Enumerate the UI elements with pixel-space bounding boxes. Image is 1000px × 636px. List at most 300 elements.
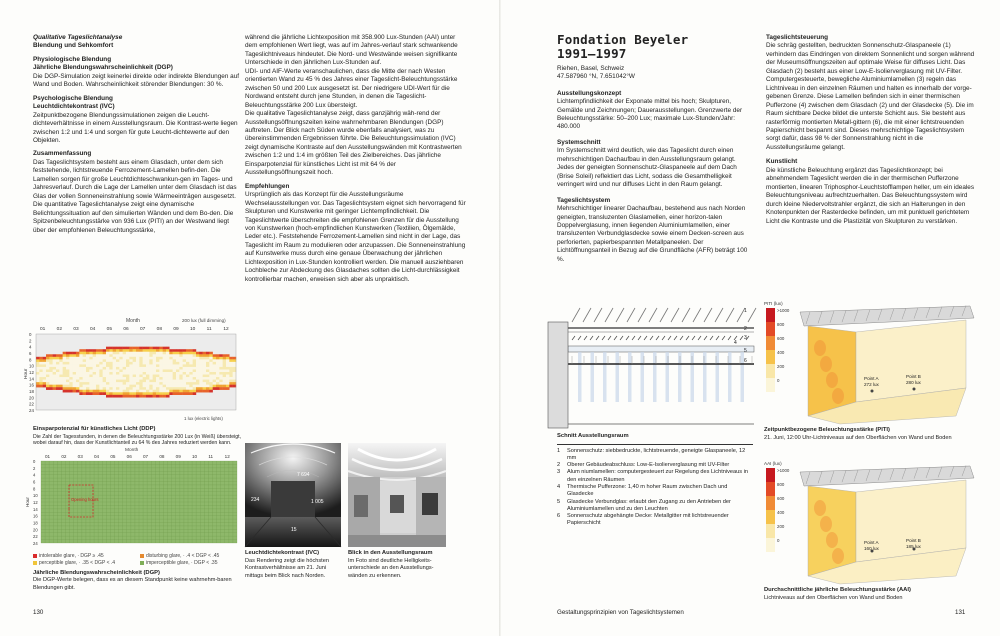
- heatmap-cell: [166, 390, 170, 393]
- heatmap-cell: [176, 392, 180, 395]
- heatmap-cell: [39, 367, 43, 370]
- heatmap-cell: [199, 390, 203, 393]
- ddp-legend-swatch: [140, 561, 144, 565]
- heatmap-cell: [66, 390, 70, 393]
- heatmap-cell: [133, 385, 137, 388]
- heatmap-cell: [186, 380, 190, 383]
- heatmap-cell: [89, 385, 93, 388]
- heatmap-cell: [183, 380, 187, 383]
- heatmap-cell: [119, 357, 123, 360]
- heatmap-cell: [223, 369, 227, 372]
- heatmap-cell: [219, 357, 223, 360]
- heatmap-cell: [209, 357, 213, 360]
- heatmap-cell: [43, 357, 47, 360]
- heatmap-month-tick: 10: [190, 327, 196, 332]
- heatmap-cell: [183, 352, 187, 355]
- heatmap-cell: [146, 372, 150, 375]
- heading-exhibition-concept: Ausstellungskonzept: [557, 89, 622, 97]
- piti-caption-title: Zeitpunktbezogene Beleuchtungsstärke (PITI): [764, 427, 890, 434]
- heatmap-cell: [103, 352, 107, 355]
- heatmap-cell: [93, 359, 97, 362]
- heatmap-cell: [89, 359, 93, 362]
- heatmap-cell: [163, 382, 167, 385]
- heatmap-cell: [233, 375, 237, 378]
- heatmap-cell: [109, 367, 113, 370]
- heatmap-cell: [93, 367, 97, 370]
- heatmap-cell: [159, 380, 163, 383]
- heatmap-cell: [49, 357, 53, 360]
- heatmap-cell: [46, 385, 50, 388]
- heatmap-cell: [169, 390, 173, 393]
- heatmap-cell: [123, 377, 127, 380]
- heatmap-month-tick: 02: [56, 327, 63, 332]
- heatmap-cell: [79, 369, 83, 372]
- heatmap-cell: [169, 380, 173, 383]
- heatmap-cell: [116, 385, 120, 388]
- heatmap-cell: [63, 352, 67, 355]
- heatmap-month-tick: 08: [156, 327, 163, 332]
- heatmap-cell: [229, 357, 233, 360]
- heatmap-ddp-svg: [25, 447, 241, 547]
- heatmap-cell: [226, 362, 230, 365]
- heatmap-cell: [149, 364, 153, 367]
- heatmap-cell: [103, 367, 107, 370]
- wall-left: [808, 326, 856, 416]
- heatmap-cell: [143, 382, 147, 385]
- heatmap-cell: [109, 352, 113, 355]
- heatmap-cell: [189, 372, 193, 375]
- heatmap-hour-tick: 14: [29, 376, 34, 382]
- ddp-month-tick: 02: [61, 454, 67, 460]
- glow-spot: [820, 356, 832, 372]
- light-ray: [591, 352, 595, 402]
- heatmap-cell: [216, 387, 220, 390]
- heatmap-cell: [93, 375, 97, 378]
- heatmap-cell: [36, 362, 40, 365]
- heatmap-cell: [176, 375, 180, 378]
- heatmap-cell: [53, 369, 57, 372]
- heatmap-cell: [93, 385, 97, 388]
- page-footer: Gestaltungsprinzipien von Tageslichtsystemen: [557, 609, 684, 616]
- heatmap-cell: [229, 362, 233, 365]
- heatmap-cell: [63, 364, 67, 367]
- heatmap-cell: [46, 364, 50, 367]
- heatmap-cell: [69, 364, 73, 367]
- heatmap-cell: [223, 359, 227, 362]
- point-a-marker: [871, 390, 874, 393]
- heatmap-cell: [179, 392, 183, 395]
- heatmap-cell: [166, 352, 170, 355]
- ddp-legend-label: imperceptible glare, · DGP < .35: [146, 560, 218, 567]
- heatmap-cell: [93, 392, 97, 395]
- heatmap-cell: [69, 369, 73, 372]
- heatmap-cell: [203, 362, 207, 365]
- ddp-legend-label: intolerable glare, · DGP ≥ .45: [39, 552, 104, 559]
- heatmap-cell: [63, 380, 67, 383]
- paragraph: Zeitpunktbezogene Blendungssimulationen zeigen die Leucht-dichteverhältnisse in einem Ausstellungsraum. Die Kontrast-werte liegen zwischen 1:2 und 1:4 und sorgen für gute Leucht-dichtewerte auf den Objekten.: [33, 111, 238, 144]
- heatmap-cell: [189, 354, 193, 357]
- heatmap-cell: [49, 369, 53, 372]
- heatmap-cell: [56, 354, 60, 357]
- heatmap-cell: [103, 390, 107, 393]
- heatmap-cell: [139, 369, 143, 372]
- heatmap-cell: [83, 380, 87, 383]
- heatmap-cell: [203, 382, 207, 385]
- heatmap-cell: [109, 385, 113, 388]
- color-scale-step: [766, 482, 775, 496]
- heatmap-cell: [176, 385, 180, 388]
- heatmap-cell: [103, 392, 107, 395]
- heatmap-cell: [153, 369, 157, 372]
- heatmap-cell: [213, 385, 217, 388]
- heatmap-cell: [206, 382, 210, 385]
- paragraph: Im Systemschnitt wird deutlich, wie das Tageslicht durch einen mehrschichtigen Dachaufbau in den Ausstellungsraum gelangt. Jedes der geneigten Sonnenschutz-Glaspaneele auf dem Dach (Brise Soleil) reflektiert das Licht, sodass die Gesamthelligkeit verringert wird und nur diffuses Licht in den Raum gelangt.: [557, 147, 737, 189]
- section-number-label: 5: [744, 348, 747, 354]
- heatmap-cell: [66, 380, 70, 383]
- ddp-hour-tick: 8: [33, 486, 36, 492]
- paragraph: Mehrschichtiger linearer Dachaufbau, bestehend aus nach Norden geneigten, transluzenten Glaslamellen, einer horizon-talen Doppelverglasung, innen liegenden Aluminiumlamellen, einer transluzenten Verbundglasdecke sowie einem Decken-screen aus perforierten, papierbespannten Metallpaneelen. Der Lichtöffnungsanteil in Bezug auf die Grundfläche (AFR) beträgt 100 %.: [557, 205, 748, 263]
- heatmap-cell: [163, 354, 167, 357]
- heatmap-cell: [169, 377, 173, 380]
- heatmap-cell: [63, 359, 67, 362]
- heatmap-cell: [56, 375, 60, 378]
- heatmap-cell: [233, 382, 237, 385]
- piti-point-a: Point A: [864, 376, 879, 381]
- heatmap-cell: [113, 375, 117, 378]
- heatmap-cell: [73, 372, 77, 375]
- heatmap-cell: [179, 359, 183, 362]
- heatmap-cell: [133, 357, 137, 360]
- heatmap-cell: [116, 357, 120, 360]
- heatmap-hour-tick: 16: [29, 382, 34, 388]
- heatmap-cell: [123, 362, 127, 365]
- heatmap-cell: [89, 364, 93, 367]
- heatmap-cell: [119, 380, 123, 383]
- heatmap-cell: [179, 369, 183, 372]
- heatmap-cell: [173, 372, 177, 375]
- heatmap-cell: [59, 380, 63, 383]
- heatmap-cell: [129, 375, 133, 378]
- heatmap-cell: [223, 375, 227, 378]
- heatmap-cell: [106, 364, 110, 367]
- light-ray: [603, 352, 607, 402]
- heatmap-cell: [116, 375, 120, 378]
- heatmap-cell: [93, 357, 97, 360]
- ddp-title: Einsparpotenzial für künstliches Licht (DDP): [33, 426, 156, 432]
- heatmap-cell: [229, 377, 233, 380]
- heatmap-cell: [163, 390, 167, 393]
- heatmap-cell: [149, 369, 153, 372]
- heatmap-cell: [36, 357, 40, 360]
- heatmap-cell: [189, 387, 193, 390]
- heatmap-cell: [146, 390, 150, 393]
- heatmap-cell: [66, 372, 70, 375]
- heatmap-cell: [63, 385, 67, 388]
- heatmap-cell: [53, 387, 57, 390]
- heatmap-cell: [56, 382, 60, 385]
- heatmap-cell: [199, 364, 203, 367]
- heatmap-cell: [143, 364, 147, 367]
- heatmap-cell: [206, 375, 210, 378]
- heatmap-cell: [126, 392, 130, 395]
- heatmap-cell: [189, 369, 193, 372]
- heatmap-cell: [143, 357, 147, 360]
- heatmap-cell: [193, 349, 197, 352]
- heatmap-month-tick: 06: [123, 327, 129, 332]
- heatmap-cell: [226, 372, 230, 375]
- color-scale-label: 400: [777, 510, 785, 515]
- heatmap-cell: [136, 349, 140, 352]
- heatmap-cell: [229, 367, 233, 370]
- heatmap-cell: [169, 372, 173, 375]
- heatmap-cell: [106, 392, 110, 395]
- heatmap-cell: [149, 372, 153, 375]
- heatmap-cell: [69, 362, 73, 365]
- heatmap-cell: [156, 359, 160, 362]
- heatmap-cell: [219, 362, 223, 365]
- heatmap-legend-bottom: 1 lux (electric lights): [184, 416, 223, 421]
- heatmap-cell: [189, 349, 193, 352]
- heatmap-cell: [149, 375, 153, 378]
- heatmap-cell: [79, 375, 83, 378]
- heatmap-cell: [113, 385, 117, 388]
- heatmap-cell: [169, 352, 173, 355]
- heatmap-cell: [56, 377, 60, 380]
- heatmap-cell: [49, 354, 53, 357]
- ddp-month-tick: 07: [143, 454, 149, 460]
- section-legend-number: 3: [557, 469, 561, 476]
- heatmap-cell: [53, 375, 57, 378]
- section-legend-text: Sonnenschutz: siebbedruckte, lichtstreuende, geneigte Glaspaneele, 12 mm: [567, 447, 746, 461]
- heatmap-cell: [206, 359, 210, 362]
- heatmap-cell: [223, 364, 227, 367]
- heatmap-cell: [153, 354, 157, 357]
- heatmap-cell: [179, 387, 183, 390]
- heatmap-cell: [189, 364, 193, 367]
- color-scale-label: >1000: [777, 308, 790, 313]
- heatmap-cell: [169, 367, 173, 370]
- heatmap-cell: [163, 375, 167, 378]
- heatmap-cell: [216, 367, 220, 370]
- heatmap-cell: [53, 364, 57, 367]
- heatmap-cell: [176, 362, 180, 365]
- ddp-hour-tick: 10: [33, 493, 38, 499]
- ddp-hour-tick: 14: [33, 506, 38, 512]
- heatmap-cell: [156, 390, 160, 393]
- heatmap-cell: [89, 392, 93, 395]
- heatmap-cell: [103, 385, 107, 388]
- heatmap-cell: [216, 354, 220, 357]
- paragraph: während die jährliche Lichtexposition mit 358.900 Lux-Stunden (AAI) unter dem empfohlenen Wert liegt, was auf im Jahres-verlauf stark schwankende Tageslichtniveaus hindeutet. Die Nord- und Westwände weisen signifikante Unterschiede in den jährlichen Lux-Stunden auf.: [245, 34, 458, 67]
- heatmap-cell: [66, 354, 70, 357]
- heatmap-cell: [163, 372, 167, 375]
- heatmap-cell: [116, 377, 120, 380]
- section-caption-title: Schnitt Ausstellungsraum: [557, 433, 629, 439]
- heatmap-cell: [99, 382, 103, 385]
- heatmap-cell: [173, 354, 177, 357]
- heatmap-cell: [69, 372, 73, 375]
- heatmap-cell: [199, 357, 203, 360]
- heatmap-cell: [233, 359, 237, 362]
- heatmap-cell: [106, 357, 110, 360]
- heatmap-cell: [93, 372, 97, 375]
- heatmap-cell: [106, 367, 110, 370]
- heatmap-cell: [179, 390, 183, 393]
- heatmap-cell: [129, 392, 133, 395]
- heatmap-cell: [73, 369, 77, 372]
- heatmap-cell: [106, 375, 110, 378]
- heatmap-cell: [156, 352, 160, 355]
- heatmap-cell: [103, 357, 107, 360]
- color-scale-label: 600: [777, 336, 785, 341]
- heatmap-cell: [119, 395, 123, 398]
- heatmap-cell: [169, 354, 173, 357]
- heatmap-cell: [213, 375, 217, 378]
- point-b-marker: [913, 388, 916, 391]
- heatmap-cell: [216, 357, 220, 360]
- heatmap-cell: [66, 367, 70, 370]
- heatmap-cell: [189, 382, 193, 385]
- heatmap-cell: [99, 380, 103, 383]
- heatmap-cell: [213, 372, 217, 375]
- heatmap-cell: [43, 367, 47, 370]
- heatmap-cell: [209, 380, 213, 383]
- heatmap-month-tick: 07: [140, 327, 146, 332]
- heatmap-cell: [89, 362, 93, 365]
- heatmap-cell: [46, 359, 50, 362]
- heatmap-cell: [199, 367, 203, 370]
- heatmap-cell: [159, 375, 163, 378]
- ddp-legend-item: [140, 560, 241, 567]
- heatmap-month-tick: 01: [40, 327, 46, 332]
- heatmap-cell: [63, 354, 67, 357]
- photo-caption: Im Foto sind deutliche Helligkeits-unterschiede an den Ausstellungs-wänden zu erkennen.: [348, 558, 434, 579]
- heatmap-cell: [179, 352, 183, 355]
- heatmap-cell: [89, 354, 93, 357]
- heatmap-cell: [166, 375, 170, 378]
- heatmap-cell: [129, 377, 133, 380]
- color-scale-label: 600: [777, 496, 785, 501]
- section-legend-text: Glasdecke Verbundglas: erlaubt den Zugang zu den Antrieben der Aluminiumlamellen und zu den Leuchten: [567, 498, 731, 512]
- heatmap-cell: [126, 359, 130, 362]
- heatmap-cell: [133, 347, 137, 350]
- heatmap-cell: [86, 367, 90, 370]
- heatmap-cell: [223, 380, 227, 383]
- aai-point-a-value: 160 lux: [864, 546, 879, 551]
- heatmap-cell: [119, 367, 123, 370]
- heatmap-cell: [189, 392, 193, 395]
- heatmap-cell: [159, 357, 163, 360]
- heatmap-cell: [139, 347, 143, 350]
- ddp-month-tick: 09: [175, 454, 181, 460]
- paragraph: Die qualitative Tageslichtanalyse zeigt, dass ganzjährig wäh-rend der Ausstellungsöffnungszeiten keine wahrnehmbaren Blendungen (DGP) auftreten. Der Blick nach Süden wurde ebenfalls analysiert, was zu übereinstimmenden Ergebnissen führte. Die Beleuchtungssimulation (IVC) zeigt dynamische Kontraste auf den Ausstellungswänden mit Kontrastwerten zwischen 1:2 und 1:4 im größten Teil des Zielbereiches. Das jährliche Einsparpotenzial für künstliches Licht ist mit 64 % der Ausstellungsöffnungszeit hoch.: [245, 110, 462, 177]
- heatmap-cell: [179, 364, 183, 367]
- heatmap-cell: [86, 359, 90, 362]
- heatmap-cell: [73, 367, 77, 370]
- heatmap-hour-label: Hour: [24, 368, 29, 379]
- heatmap-cell: [193, 357, 197, 360]
- heatmap-cell: [79, 357, 83, 360]
- heatmap-cell: [106, 385, 110, 388]
- heatmap-cell: [143, 359, 147, 362]
- heatmap-cell: [79, 385, 83, 388]
- section-legend-text: Thermische Pufferzone: 1,40 m hoher Raum zwischen Dach und Glasdecke: [567, 483, 728, 498]
- heatmap-cell: [233, 380, 237, 383]
- heatmap-cell: [99, 367, 103, 370]
- ddp-hour-tick: 0: [33, 459, 36, 465]
- heatmap-cell: [136, 347, 140, 350]
- heatmap-cell: [86, 382, 90, 385]
- heatmap-cell: [166, 354, 170, 357]
- heatmap-cell: [173, 364, 177, 367]
- heatmap-cell: [176, 380, 180, 383]
- heatmap-cell: [56, 372, 60, 375]
- heatmap-cell: [196, 390, 200, 393]
- heatmap-cell: [89, 382, 93, 385]
- heatmap-cell: [113, 395, 117, 398]
- heatmap-cell: [179, 349, 183, 352]
- heatmap-cell: [123, 395, 127, 398]
- heatmap-cell: [219, 359, 223, 362]
- figure-exhibition-photo: [348, 443, 448, 603]
- heatmap-cell: [63, 367, 67, 370]
- heatmap-cell: [109, 382, 113, 385]
- heatmap-cell: [63, 362, 67, 365]
- ddp-month-tick: 08: [159, 454, 165, 460]
- heatmap-cell: [63, 387, 67, 390]
- heatmap-cell: [199, 375, 203, 378]
- heatmap-cell: [36, 369, 40, 372]
- ddp-legend-item: [33, 553, 134, 560]
- section-kicker-sub: Blendung und Sehkomfort: [33, 42, 114, 50]
- heatmap-cell: [59, 382, 63, 385]
- heatmap-cell: [99, 392, 103, 395]
- section-legend-text: Alum niumlamellen: computergesteuert zur Regelung des Lichtniveaus in den einzelnen Räumen: [567, 469, 748, 483]
- heatmap-cell: [59, 385, 63, 388]
- render-aai-svg: [760, 458, 980, 584]
- heatmap-cell: [213, 354, 217, 357]
- heatmap-cell: [226, 380, 230, 383]
- heatmap-cell: [126, 385, 130, 388]
- heatmap-cell: [233, 367, 237, 370]
- heatmap-cell: [203, 352, 207, 355]
- heatmap-cell: [229, 385, 233, 388]
- heatmap-cell: [163, 369, 167, 372]
- heatmap-cell: [76, 362, 80, 365]
- heatmap-cell: [133, 392, 137, 395]
- heatmap-cell: [106, 395, 110, 398]
- heatmap-cell: [79, 349, 83, 352]
- heading-ivc: Leuchtdichtekontrast (IVC): [33, 103, 115, 111]
- heatmap-cell: [206, 385, 210, 388]
- heatmap-cell: [96, 364, 100, 367]
- heatmap-cell: [156, 385, 160, 388]
- heatmap-cell: [119, 372, 123, 375]
- heatmap-cell: [163, 357, 167, 360]
- dgp-caption: Die DGP-Werte belegen, dass es an diesem Standpunkt keine wahrnehm-baren Blendungen gibt.: [33, 577, 232, 591]
- heatmap-cell: [156, 347, 160, 350]
- heatmap-cell: [143, 347, 147, 350]
- heatmap-cell: [96, 372, 100, 375]
- heatmap-cell: [89, 390, 93, 393]
- heatmap-cell: [73, 362, 77, 365]
- heatmap-cell: [69, 359, 73, 362]
- heatmap-cell: [146, 380, 150, 383]
- heatmap-cell: [209, 387, 213, 390]
- heatmap-cell: [199, 354, 203, 357]
- heatmap-cell: [43, 385, 47, 388]
- heatmap-cell: [129, 349, 133, 352]
